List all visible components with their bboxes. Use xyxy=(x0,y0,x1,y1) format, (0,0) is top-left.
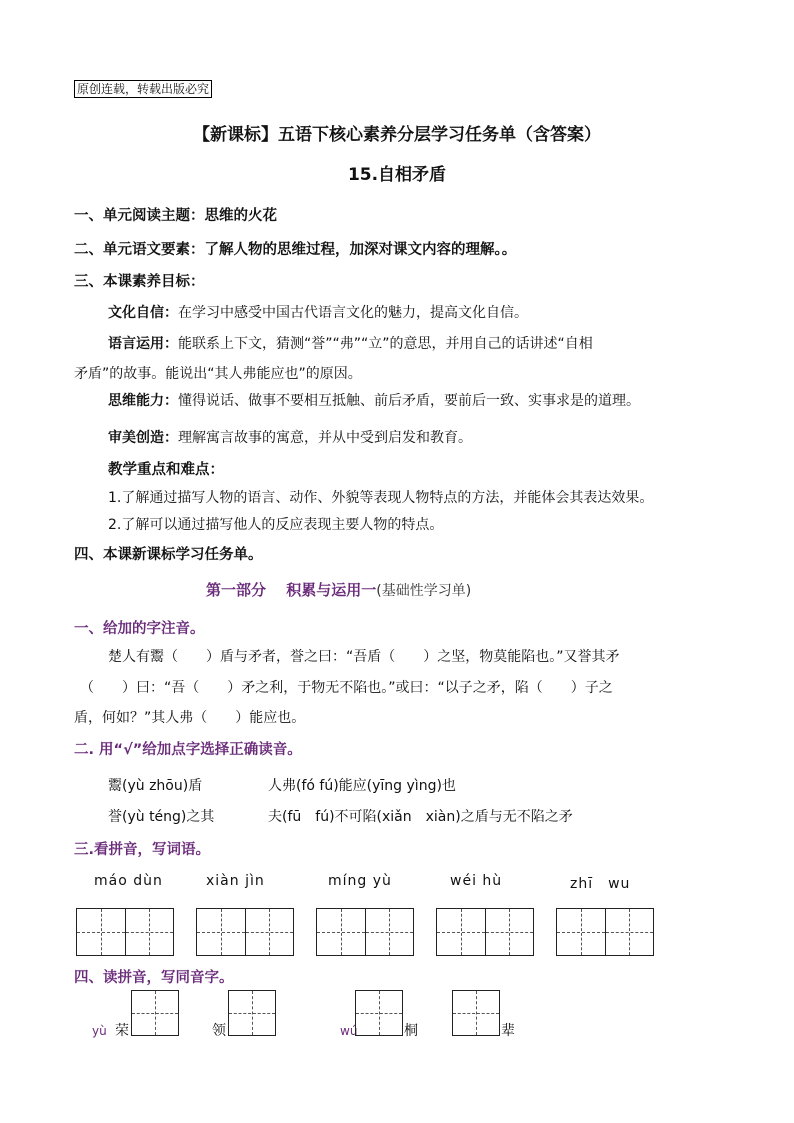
unit-element: 二、单元语文要素：了解人物的思维过程，加深对课文内容的理解。。 xyxy=(74,242,517,258)
writing-square[interactable] xyxy=(355,990,403,1036)
q4-heading: 四、读拼音，写同音字。 xyxy=(74,970,234,986)
copyright-notice: 原创连载，转载出版必究 xyxy=(74,80,212,98)
key-points-heading: 教学重点和难点： xyxy=(108,462,224,478)
writing-grid[interactable] xyxy=(76,908,174,956)
goal-language: 语言运用：能联系上下文，猜测“誉”“弗”“立”的意思，并用自己的话讲述“自相 xyxy=(108,336,593,352)
lesson-title: 15.自相矛盾 xyxy=(347,165,447,185)
goal-language-cont: 矛盾”的故事。能说出“其人弗能应也”的原因。 xyxy=(74,366,362,382)
q2-item: 誉(yù téng)之其 xyxy=(108,809,215,825)
q2-heading: 二. 用“√”给加点字选择正确读音。 xyxy=(74,742,302,758)
unit-theme: 一、单元阅读主题：思维的火花 xyxy=(74,208,277,224)
q4-char: 荣 xyxy=(115,1023,129,1039)
writing-square[interactable] xyxy=(452,990,500,1036)
q2-item: 鬻(yù zhōu)盾 xyxy=(108,778,203,794)
writing-grid[interactable] xyxy=(556,908,654,956)
part-heading: 第一部分 积累与运用一(基础性学习单) xyxy=(206,581,472,599)
q4-char: 辈 xyxy=(501,1023,515,1039)
writing-grid[interactable] xyxy=(436,908,534,956)
goal-culture: 文化自信：在学习中感受中国古代语言文化的魅力，提高文化自信。 xyxy=(108,305,528,321)
pinyin-label: máo dùn xyxy=(94,873,163,889)
q2-item: 人弗(fó fú)能应(yīng yìng)也 xyxy=(268,778,456,794)
pinyin-label: zhī wu xyxy=(570,876,631,892)
goal-thinking: 思维能力：懂得说话、做事不要相互抵触、前后矛盾，要前后一致、实事求是的道理。 xyxy=(108,393,640,409)
q2-item: 夫(fū fú)不可陷(xiǎn xiàn)之盾与无不陷之矛 xyxy=(268,809,573,825)
pinyin-label: míng yù xyxy=(328,873,392,889)
q1-line-2: （ ）曰：“吾（ ）矛之利，于物无不陷也。”或曰：“以子之矛，陷（ ）子之 xyxy=(80,680,613,696)
task-heading: 四、本课新课标学习任务单。 xyxy=(74,547,263,563)
goals-heading: 三、本课素养目标： xyxy=(74,274,205,290)
goal-aesthetic: 审美创造：理解寓言故事的寓意，并从中受到启发和教育。 xyxy=(108,430,472,446)
q4-char: 桐 xyxy=(404,1023,418,1039)
writing-square[interactable] xyxy=(228,990,276,1036)
q3-heading: 三.看拼音，写词语。 xyxy=(74,842,211,858)
q1-line-1: 楚人有鬻（ ）盾与矛者，誉之曰：“吾盾（ ）之坚，物莫能陷也。”又誉其矛 xyxy=(108,649,620,665)
q4-pinyin: wú xyxy=(340,1024,358,1038)
pinyin-label: wéi hù xyxy=(450,873,503,889)
pinyin-label: xiàn jìn xyxy=(206,873,265,889)
key-point-2: 2.了解可以通过描写他人的反应表现主要人物的特点。 xyxy=(108,517,444,533)
writing-square[interactable] xyxy=(131,990,179,1036)
q4-char: 领 xyxy=(212,1023,226,1039)
writing-grid[interactable] xyxy=(196,908,294,956)
q1-heading: 一、给加的字注音。 xyxy=(74,621,205,637)
q1-line-3: 盾，何如？”其人弗（ ）能应也。 xyxy=(74,710,306,726)
q4-pinyin: yù xyxy=(92,1024,107,1038)
writing-grid[interactable] xyxy=(316,908,414,956)
key-point-1: 1.了解通过描写人物的语言、动作、外貌等表现人物特点的方法，并能体会其表达效果。 xyxy=(108,490,654,506)
page-title: 【新课标】五语下核心素养分层学习任务单（含答案） xyxy=(193,125,601,145)
